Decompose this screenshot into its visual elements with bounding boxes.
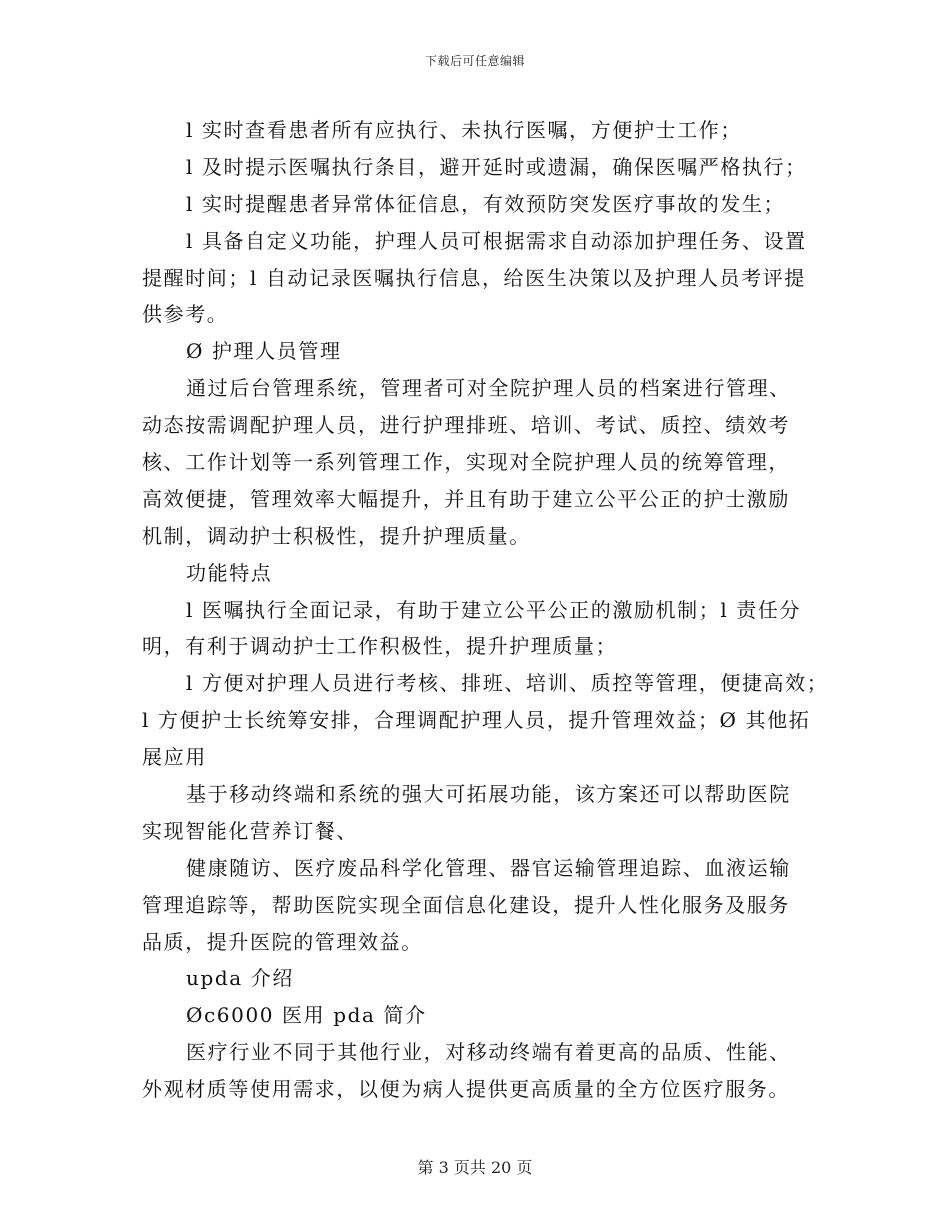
section-heading-features: 功能特点 [186,560,273,585]
body-line: 外观材质等使用需求，以便为病人提供更高质量的全方位医疗服务。 [142,1077,790,1102]
section-heading-upda: upda 介绍 [186,966,294,991]
body-line: 实现智能化营养订餐、 [142,818,358,843]
body-line: l 及时提示医嘱执行条目，避开延时或遗漏，确保医嘱严格执行； [186,154,807,179]
body-line: 通过后台管理系统，管理者可对全院护理人员的档案进行管理、 [186,376,791,401]
body-line: 高效便捷，管理效率大幅提升，并且有助于建立公平公正的护士激励 [142,486,790,511]
body-line: l 具备自定义功能，护理人员可根据需求自动添加护理任务、设置 [186,228,807,253]
section-heading-c6000: Øc6000 医用 pda 简介 [186,1003,427,1028]
body-line: 核、工作计划等一系列管理工作，实现对全院护理人员的统筹管理， [142,450,790,475]
body-line: 提醒时间；l 自动记录医嘱执行信息，给医生决策以及护理人员考评提 [142,265,806,290]
page-number: 第 3 页共 20 页 [417,1158,533,1177]
document-body [142,112,842,1108]
body-line: l 实时提醒患者异常体征信息，有效预防突发医疗事故的发生； [186,191,786,216]
body-line: 供参考。 [142,302,229,327]
body-line: 动态按需调配护理人员，进行护理排班、培训、考试、质控、绩效考 [142,413,790,438]
body-line: 明，有利于调动护士工作积极性，提升护理质量； [142,634,618,659]
body-line: 基于移动终端和系统的强大可拓展功能，该方案还可以帮助医院 [186,782,791,807]
body-line: 机制，调动护士积极性，提升护理质量。 [142,523,531,548]
body-line: 医疗行业不同于其他行业，对移动终端有着更高的品质、性能、 [186,1040,791,1065]
body-line: l 医嘱执行全面记录，有助于建立公平公正的激励机制；l 责任分 [186,597,802,622]
page-header: 下载后可任意编辑 [424,54,525,68]
section-heading-nursing-staff: Ø 护理人员管理 [186,339,342,364]
body-line: l 方便对护理人员进行考核、排班、培训、质控等管理，便捷高效； [186,671,829,696]
body-line: 展应用 [142,745,207,770]
body-line: 管理追踪等，帮助医院实现全面信息化建设，提升人性化服务及服务 [142,892,790,917]
body-text [142,112,842,1108]
body-line: l 方便护士长统筹安排，合理调配护理人员，提升管理效益；Ø 其他拓 [142,708,811,733]
body-line: l 实时查看患者所有应执行、未执行医嘱，方便护士工作； [186,118,742,142]
body-line: 品质，提升医院的管理效益。 [142,929,423,954]
body-line: 健康随访、医疗废品科学化管理、器官运输管理追踪、血液运输 [186,855,791,880]
